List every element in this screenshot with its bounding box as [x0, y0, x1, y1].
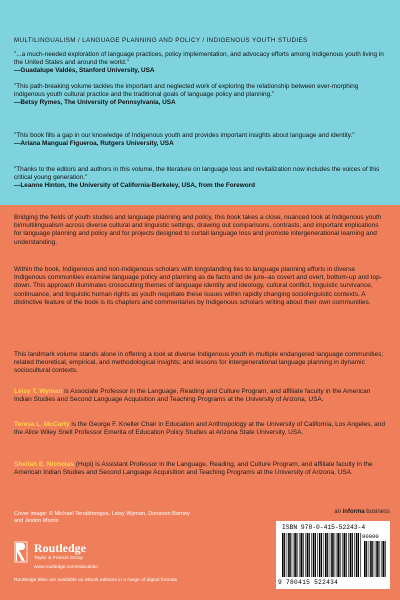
endorsements-panel: [0, 0, 400, 205]
informa-suffix: business: [364, 509, 390, 515]
publisher-name: Routledge: [34, 541, 86, 555]
description-paragraph: Bridging the fields of youth studies and language planning and policy, this book takes a close, nuanced look at Indigenous youth bi/multilingualism across diverse cultural and linguistic settings, drawing out comparisons, contrasts, and important implications for language planning and policy and for projects designed to curtail language loss and promote intergenerational learning and understanding.: [14, 214, 382, 246]
informa-brand: informa: [342, 509, 365, 515]
editor-name: Sheilah E. Nicholas: [14, 461, 74, 468]
editor-bio: [14, 421, 386, 437]
isbn-label: ISBN 978-0-415-52243-4: [282, 524, 366, 531]
editor-name: Leisy T. Wyman: [14, 388, 63, 395]
informa-tagline: [270, 509, 390, 515]
barcode-number: 9 780415 522434: [278, 579, 339, 586]
editor-name: Teresa L. McCarty: [14, 421, 70, 428]
price-barcode-icon: [364, 541, 386, 577]
publisher-url[interactable]: www.routledge.com/education: [34, 565, 98, 570]
barcode-panel: [276, 521, 390, 589]
routledge-logo-icon: [14, 541, 28, 563]
quote-attribution: —Ariana Mangual Figueroa, Rutgers University, USA: [14, 139, 174, 147]
editor-bio-text: is Associate Professor in the Language, Reading and Culture Program, and affiliate faculty in the American Indian Studies and Second Language Acquisition and Teaching Programs at the University of Arizona, USA.: [14, 388, 371, 404]
quote-text: "This path-breaking volume tackles the important and neglected work of exploring the relationship between ever-morphing indigenous youth cultural practice and the traditional goals of language policy and planning.": [14, 83, 359, 98]
editor-bio-text: is Assistant Professor in the Language, Reading, and Culture Program, and affiliate faculty in the American Indian Studies and Second Language Acquisition and Teaching Programs at the University of Arizona, USA.: [14, 461, 373, 477]
price-code: 90000: [362, 533, 379, 540]
quote-attribution: —Guadalupe Valdés, Stanford University, USA: [14, 66, 155, 74]
editor-bio-text: is the George F. Kneller Chair in Education and Anthropology at the University of California, Los Angeles, and the Alice Wiley Snell Professor Emerita of Education Policy Studies at Arizona State University, USA.: [14, 421, 385, 437]
description-paragraph: Within the book, Indigenous and non-Indigenous scholars with longstanding ties to language planning efforts in diverse Indigenous communities examine language policy and planning as de facto and de jure–as covert and overt, bottom-up and top-down. This approach illuminates crosscutting themes of language identity and ideology, cultural conflict, linguistic survivance, continuance, and linguistic human rights as youth negotiate these issues within rapidly changing sociolinguistic contexts. A distinctive feature of the book is its chapters and commentaries by Indigenous scholars writing about their own communities.: [14, 266, 382, 306]
editor-nation: (Hopi): [73, 461, 94, 468]
endorsement-quote: [14, 132, 386, 148]
series-title: MULTILINGUALISM / LANGUAGE PLANNING AND POLICY / INDIGENOUS YOUTH STUDIES: [14, 37, 308, 44]
cover-credits: Cover image: © Michael Tenakhongva, Leisy Wyman, Donavon Barney and Jeston Morris: [14, 511, 190, 524]
quote-text: "This book fills a gap in our knowledge of Indigenous youth and provides important insights about language and identity.": [14, 132, 355, 139]
quote-text: "Thanks to the editors and authors in this volume, the literature on language loss and revitalization now includes the voices of this critical young generation.": [14, 166, 380, 181]
description-paragraph: This landmark volume stands alone in offering a look at diverse Indigenous youth in multiple endangered language communities; related theoretical, empirical, and methodological insights; and lessons for intergenerational language planning in dynamic sociocultural contexts.: [14, 351, 384, 375]
quote-text: "...a much-needed exploration of language practices, policy implementation, and advocacy efforts among Indigenous youth living in the United States and around the world.": [14, 51, 384, 66]
editor-bio: [14, 388, 386, 404]
endorsement-quote: [14, 51, 386, 75]
publisher-block: [14, 541, 154, 571]
endorsement-quote: [14, 166, 386, 190]
barcode-icon: [282, 533, 362, 577]
ebook-note: Routledge titles are available as eBook editions in a range of digital formats: [14, 578, 178, 583]
informa-prefix: an: [334, 509, 343, 515]
quote-attribution: —Leanne Hinton, the University of California-Berkeley, USA, from the Foreword: [14, 181, 255, 189]
quote-attribution: —Betsy Rymes, The University of Pennsylvania, USA: [14, 98, 176, 106]
publisher-group: Taylor & Francis Group: [34, 556, 84, 561]
endorsement-quote: [14, 83, 386, 107]
editor-bio: [14, 461, 386, 477]
